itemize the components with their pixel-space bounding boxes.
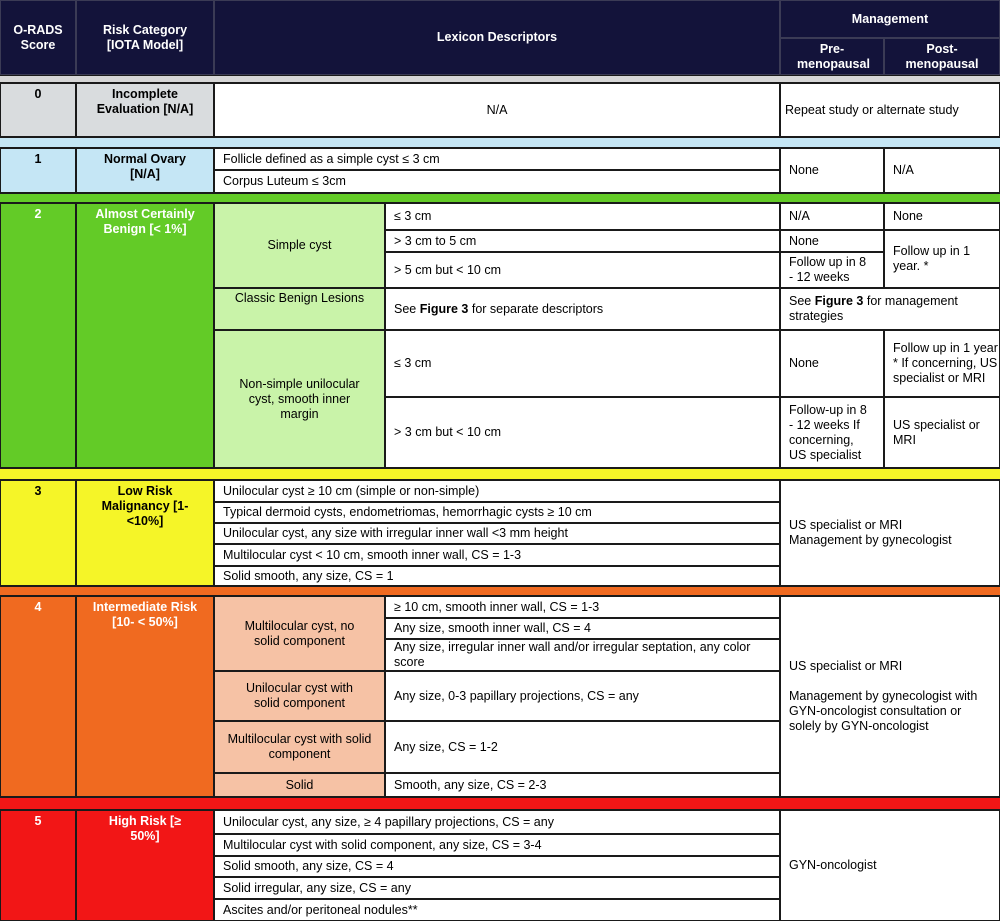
header-management: Management xyxy=(780,0,1000,38)
header-premenopausal: Pre-menopausal xyxy=(780,38,884,75)
score-4: 4 xyxy=(0,596,76,797)
low-risk-descriptor-3: Unilocular cyst, any size with irregular inner wall <3 mm height xyxy=(214,523,780,544)
risk-high-risk: High Risk [≥ 50%] xyxy=(76,810,214,921)
high-risk-descriptor-1: Unilocular cyst, any size, ≥ 4 papillary projections, CS = any xyxy=(214,810,780,834)
solid-category: Solid xyxy=(214,773,385,797)
simple-cyst-post-1: None xyxy=(884,203,1000,230)
high-risk-descriptor-4: Solid irregular, any size, CS = any xyxy=(214,877,780,899)
post-na-row1: N/A xyxy=(884,148,1000,193)
separator-gray xyxy=(0,75,1000,83)
descriptor-corpus-luteum: Corpus Luteum ≤ 3cm xyxy=(214,170,780,193)
risk-normal-ovary: Normal Ovary [N/A] xyxy=(76,148,214,193)
high-risk-descriptor-5: Ascites and/or peritoneal nodules** xyxy=(214,899,780,921)
classic-descriptor: See Figure 3 for separate descriptors xyxy=(385,288,780,330)
score-3: 3 xyxy=(0,480,76,586)
low-risk-descriptor-1: Unilocular cyst ≥ 10 cm (simple or non-simple) xyxy=(214,480,780,502)
simple-cyst: Simple cyst xyxy=(214,203,385,288)
classic-management: See Figure 3 for management strategies xyxy=(780,288,1000,330)
pre-none-row1: None xyxy=(780,148,884,193)
low-risk-descriptor-5: Solid smooth, any size, CS = 1 xyxy=(214,566,780,586)
score-1: 1 xyxy=(0,148,76,193)
non-simple-unilocular-cyst: Non-simple unilocular cyst, smooth inner margin xyxy=(214,330,385,468)
intermediate-risk-management: US specialist or MRI Management by gynecologist with GYN-oncologist consultation or solely by GYN-oncologist xyxy=(780,596,1000,797)
score-2: 2 xyxy=(0,203,76,468)
score-0: 0 xyxy=(0,83,76,137)
descriptor-follicle: Follicle defined as a simple cyst ≤ 3 cm xyxy=(214,148,780,170)
low-risk-management: US specialist or MRI Management by gynecologist xyxy=(780,480,1000,586)
high-risk-descriptor-3: Solid smooth, any size, CS = 4 xyxy=(214,856,780,877)
separator-red xyxy=(0,797,1000,810)
non-simple-post-1: Follow up in 1 year * If concerning, US specialist or MRI xyxy=(884,330,1000,397)
risk-incomplete-evaluation: Incomplete Evaluation [N/A] xyxy=(76,83,214,137)
simple-cyst-pre-2: None xyxy=(780,230,884,252)
multilocular-with-solid: Multilocular cyst with solid component xyxy=(214,721,385,773)
simple-cyst-size-2: > 3 cm to 5 cm xyxy=(385,230,780,252)
simple-cyst-pre-3: Follow up in 8 - 12 weeks xyxy=(780,252,884,288)
simple-cyst-size-3: > 5 cm but < 10 cm xyxy=(385,252,780,288)
multilocular-no-solid: Multilocular cyst, no solid component xyxy=(214,596,385,671)
unilocular-with-solid-desc: Any size, 0-3 papillary projections, CS = any xyxy=(385,671,780,721)
multilocular-no-solid-desc-3: Any size, irregular inner wall and/or irregular septation, any color score xyxy=(385,639,780,671)
risk-almost-certainly-benign: Almost Certainly Benign [< 1%] xyxy=(76,203,214,468)
non-simple-size-1: ≤ 3 cm xyxy=(385,330,780,397)
separator-blue xyxy=(0,137,1000,148)
risk-intermediate-risk: Intermediate Risk [10- < 50%] xyxy=(76,596,214,797)
risk-low-risk-malignancy: Low Risk Malignancy [1-<10%] xyxy=(76,480,214,586)
non-simple-post-2: US specialist or MRI xyxy=(884,397,1000,468)
unilocular-with-solid: Unilocular cyst with solid component xyxy=(214,671,385,721)
header-score: O-RADS Score xyxy=(0,0,76,75)
separator-yellow xyxy=(0,468,1000,480)
simple-cyst-pre-1: N/A xyxy=(780,203,884,230)
management-repeat-study: Repeat study or alternate study xyxy=(780,83,1000,137)
classic-benign-lesions: Classic Benign Lesions xyxy=(214,288,385,330)
simple-cyst-size-1: ≤ 3 cm xyxy=(385,203,780,230)
separator-orange xyxy=(0,586,1000,596)
score-5: 5 xyxy=(0,810,76,921)
low-risk-descriptor-2: Typical dermoid cysts, endometriomas, hemorrhagic cysts ≥ 10 cm xyxy=(214,502,780,523)
solid-desc: Smooth, any size, CS = 2-3 xyxy=(385,773,780,797)
multilocular-no-solid-desc-2: Any size, smooth inner wall, CS = 4 xyxy=(385,618,780,639)
multilocular-no-solid-desc-1: ≥ 10 cm, smooth inner wall, CS = 1-3 xyxy=(385,596,780,618)
high-risk-descriptor-2: Multilocular cyst with solid component, any size, CS = 3-4 xyxy=(214,834,780,856)
low-risk-descriptor-4: Multilocular cyst < 10 cm, smooth inner wall, CS = 1-3 xyxy=(214,544,780,566)
descriptor-na: N/A xyxy=(214,83,780,137)
header-risk-category: Risk Category [IOTA Model] xyxy=(76,0,214,75)
non-simple-pre-1: None xyxy=(780,330,884,397)
non-simple-pre-2: Follow-up in 8 - 12 weeks If concerning, US specialist xyxy=(780,397,884,468)
multilocular-with-solid-desc: Any size, CS = 1-2 xyxy=(385,721,780,773)
high-risk-management: GYN-oncologist xyxy=(780,810,1000,921)
separator-green xyxy=(0,193,1000,203)
simple-cyst-post-2-3: Follow up in 1 year. * xyxy=(884,230,1000,288)
non-simple-size-2: > 3 cm but < 10 cm xyxy=(385,397,780,468)
header-lexicon-descriptors: Lexicon Descriptors xyxy=(214,0,780,75)
header-postmenopausal: Post-menopausal xyxy=(884,38,1000,75)
